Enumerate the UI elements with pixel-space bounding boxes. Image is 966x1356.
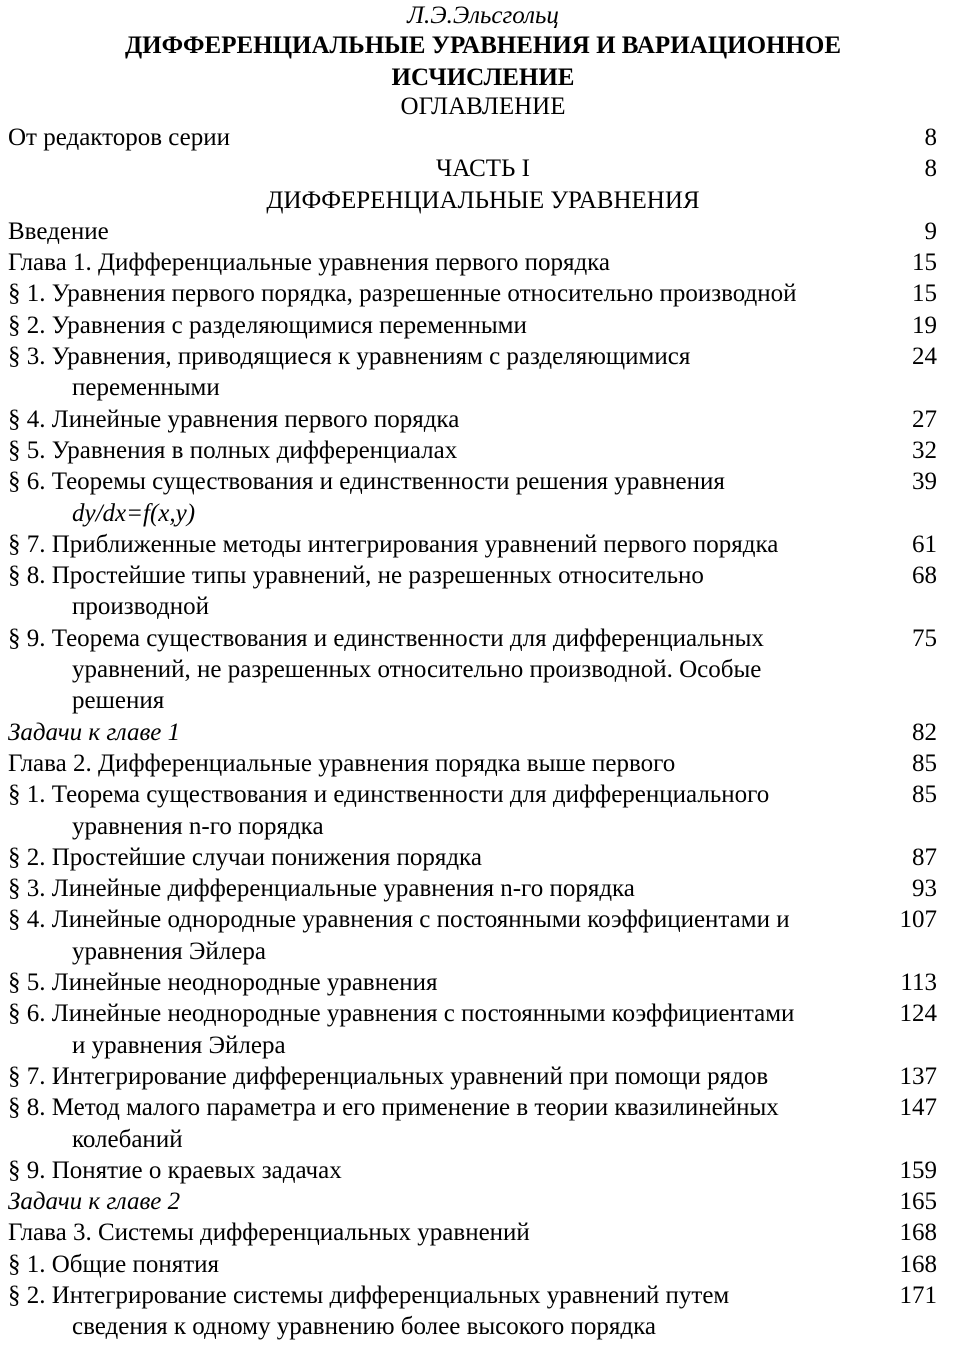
book-title-line-1: ДИФФЕРЕНЦИАЛЬНЫЕ УРАВНЕНИЯ И ВАРИАЦИОННОЕ (124, 32, 842, 59)
toc-part-heading (0, 153, 966, 184)
toc-entry (0, 122, 966, 153)
toc-section (0, 1092, 966, 1155)
toc-section-title-continued: уравнения n-го порядка (72, 812, 324, 840)
toc-section-title: § 8. Метод малого параметра и его применение в теории квазилинейных (8, 1094, 779, 1122)
toc-entry-page: 168 (899, 1250, 937, 1278)
toc-section-title-continued: и уравнения Эйлера (72, 1031, 286, 1059)
toc-section (0, 1280, 966, 1343)
author-name: Л.Э.Эльсгольц (407, 2, 559, 29)
toc-part-subtitle: ДИФФЕРЕНЦИАЛЬНЫЕ УРАВНЕНИЯ (266, 186, 700, 214)
toc-entry-page: 165 (899, 1188, 937, 1216)
toc-section-title: § 7. Интегрирование дифференциальных уравнений при помощи рядов (8, 1062, 769, 1090)
toc-problems (0, 717, 966, 748)
toc-section-title-continued: производной (72, 593, 210, 621)
toc-section (0, 873, 966, 904)
toc-chapter (0, 1217, 966, 1248)
toc-section (0, 341, 966, 404)
toc-entry-title: От редакторов серии (8, 124, 231, 151)
toc-entry-page: 168 (899, 1219, 937, 1247)
toc-chapter-title: Глава 2. Дифференциальные уравнения порядка выше первого (8, 749, 676, 777)
toc-problems (0, 1186, 966, 1217)
toc-section-title: § 2. Уравнения с разделяющимися переменными (8, 311, 527, 339)
toc-section-title-continued: решения (72, 687, 165, 715)
toc-section (0, 967, 966, 998)
toc-entry-page: 147 (899, 1094, 937, 1122)
toc-section (0, 435, 966, 466)
toc-section (0, 1249, 966, 1280)
toc-entry-page: 8 (924, 124, 937, 151)
toc-section (0, 1061, 966, 1092)
toc-section (0, 404, 966, 435)
toc-entry-page: 24 (912, 343, 937, 371)
toc-entry-page: 159 (899, 1156, 937, 1184)
toc-section-title: § 6. Линейные неоднородные уравнения с постоянными коэффициентами (8, 1000, 795, 1028)
toc-section (0, 998, 966, 1061)
toc-section-title-continued: уравнения Эйлера (72, 937, 266, 965)
toc-entry-page: 93 (912, 875, 937, 903)
toc-section-title: § 4. Линейные уравнения первого порядка (8, 405, 460, 433)
toc-section (0, 466, 966, 529)
toc-section (0, 529, 966, 560)
toc-section (0, 842, 966, 873)
toc-entry-page: 124 (899, 1000, 937, 1028)
toc-section-title: § 9. Понятие о краевых задачах (8, 1156, 342, 1184)
toc-section-title: § 9. Теорема существования и единственности для дифференциальных (8, 624, 764, 652)
toc-section (0, 623, 966, 717)
toc-section-title: § 1. Теорема существования и единственности для дифференциального (8, 781, 770, 809)
toc-section-title-continued: колебаний (72, 1125, 183, 1153)
toc-section (0, 779, 966, 842)
toc-entry-title: Введение (8, 217, 109, 245)
table-of-contents (0, 122, 966, 1343)
toc-entry-page: 75 (912, 624, 937, 652)
toc-entry-page: 85 (912, 749, 937, 777)
toc-section-formula: dy/dx=f(x,y) (72, 499, 196, 527)
toc-entry-page: 9 (924, 217, 937, 245)
toc-problems-title: Задачи к главе 2 (8, 1188, 181, 1216)
book-title-line-2: ИСЧИСЛЕНИЕ (391, 64, 575, 91)
toc-section-title: § 2. Интегрирование системы дифференциальных уравнений путем (8, 1281, 730, 1309)
toc-entry-page: 19 (912, 311, 937, 339)
toc-section-title: § 8. Простейшие типы уравнений, не разрешенных относительно (8, 562, 704, 590)
toc-entry-page: 8 (924, 155, 937, 183)
toc-chapter (0, 247, 966, 278)
toc-entry-page: 32 (912, 436, 937, 464)
toc-entry-page: 39 (912, 468, 937, 496)
toc-section (0, 1155, 966, 1186)
toc-entry-page: 87 (912, 843, 937, 871)
toc-heading: ОГЛАВЛЕНИЕ (400, 93, 566, 120)
toc-section-title-continued: переменными (72, 374, 220, 402)
toc-entry-page: 113 (900, 969, 937, 997)
toc-section-title: § 5. Уравнения в полных дифференциалах (8, 436, 458, 464)
toc-entry-page: 15 (912, 249, 937, 277)
toc-entry-page: 137 (899, 1062, 937, 1090)
toc-entry-page: 171 (899, 1281, 937, 1309)
toc-section-title-continued: уравнений, не разрешенных относительно производной. Особые (72, 656, 762, 684)
toc-section-title: § 6. Теоремы существования и единственности решения уравнения (8, 468, 725, 496)
book-title (0, 30, 966, 94)
toc-entry-page: 68 (912, 562, 937, 590)
toc-section (0, 278, 966, 309)
toc-problems-title: Задачи к главе 1 (8, 718, 181, 746)
toc-section-title: § 3. Линейные дифференциальные уравнения n-го порядка (8, 875, 635, 903)
toc-entry (0, 216, 966, 247)
toc-section-title: § 4. Линейные однородные уравнения с постоянными коэффициентами и (8, 906, 790, 934)
toc-chapter (0, 748, 966, 779)
toc-entry-page: 15 (912, 280, 937, 308)
toc-section (0, 904, 966, 967)
toc-section-title: § 5. Линейные неоднородные уравнения (8, 969, 438, 997)
toc-entry-page: 82 (912, 718, 937, 746)
toc-section-title: § 1. Уравнения первого порядка, разрешенные относительно производной (8, 280, 797, 308)
toc-chapter-title: Глава 3. Системы дифференциальных уравнений (8, 1219, 530, 1247)
toc-entry-page: 27 (912, 405, 937, 433)
toc-section-title: § 7. Приближенные методы интегрирования уравнений первого порядка (8, 530, 779, 558)
toc-section (0, 560, 966, 623)
toc-entry-page: 107 (899, 906, 937, 934)
toc-section-title: § 3. Уравнения, приводящиеся к уравнениям с разделяющимися (8, 343, 691, 371)
toc-section-title-continued: сведения к одному уравнению более высокого порядка (72, 1313, 656, 1341)
toc-entry-page: 61 (912, 530, 937, 558)
toc-section-title: § 2. Простейшие случаи понижения порядка (8, 843, 482, 871)
toc-entry-page: 85 (912, 781, 937, 809)
toc-section-title: § 1. Общие понятия (8, 1250, 220, 1278)
toc-part-title: ЧАСТЬ I (436, 155, 530, 183)
toc-chapter-title: Глава 1. Дифференциальные уравнения первого порядка (8, 249, 611, 277)
toc-part-subheading (0, 185, 966, 216)
toc-section (0, 310, 966, 341)
